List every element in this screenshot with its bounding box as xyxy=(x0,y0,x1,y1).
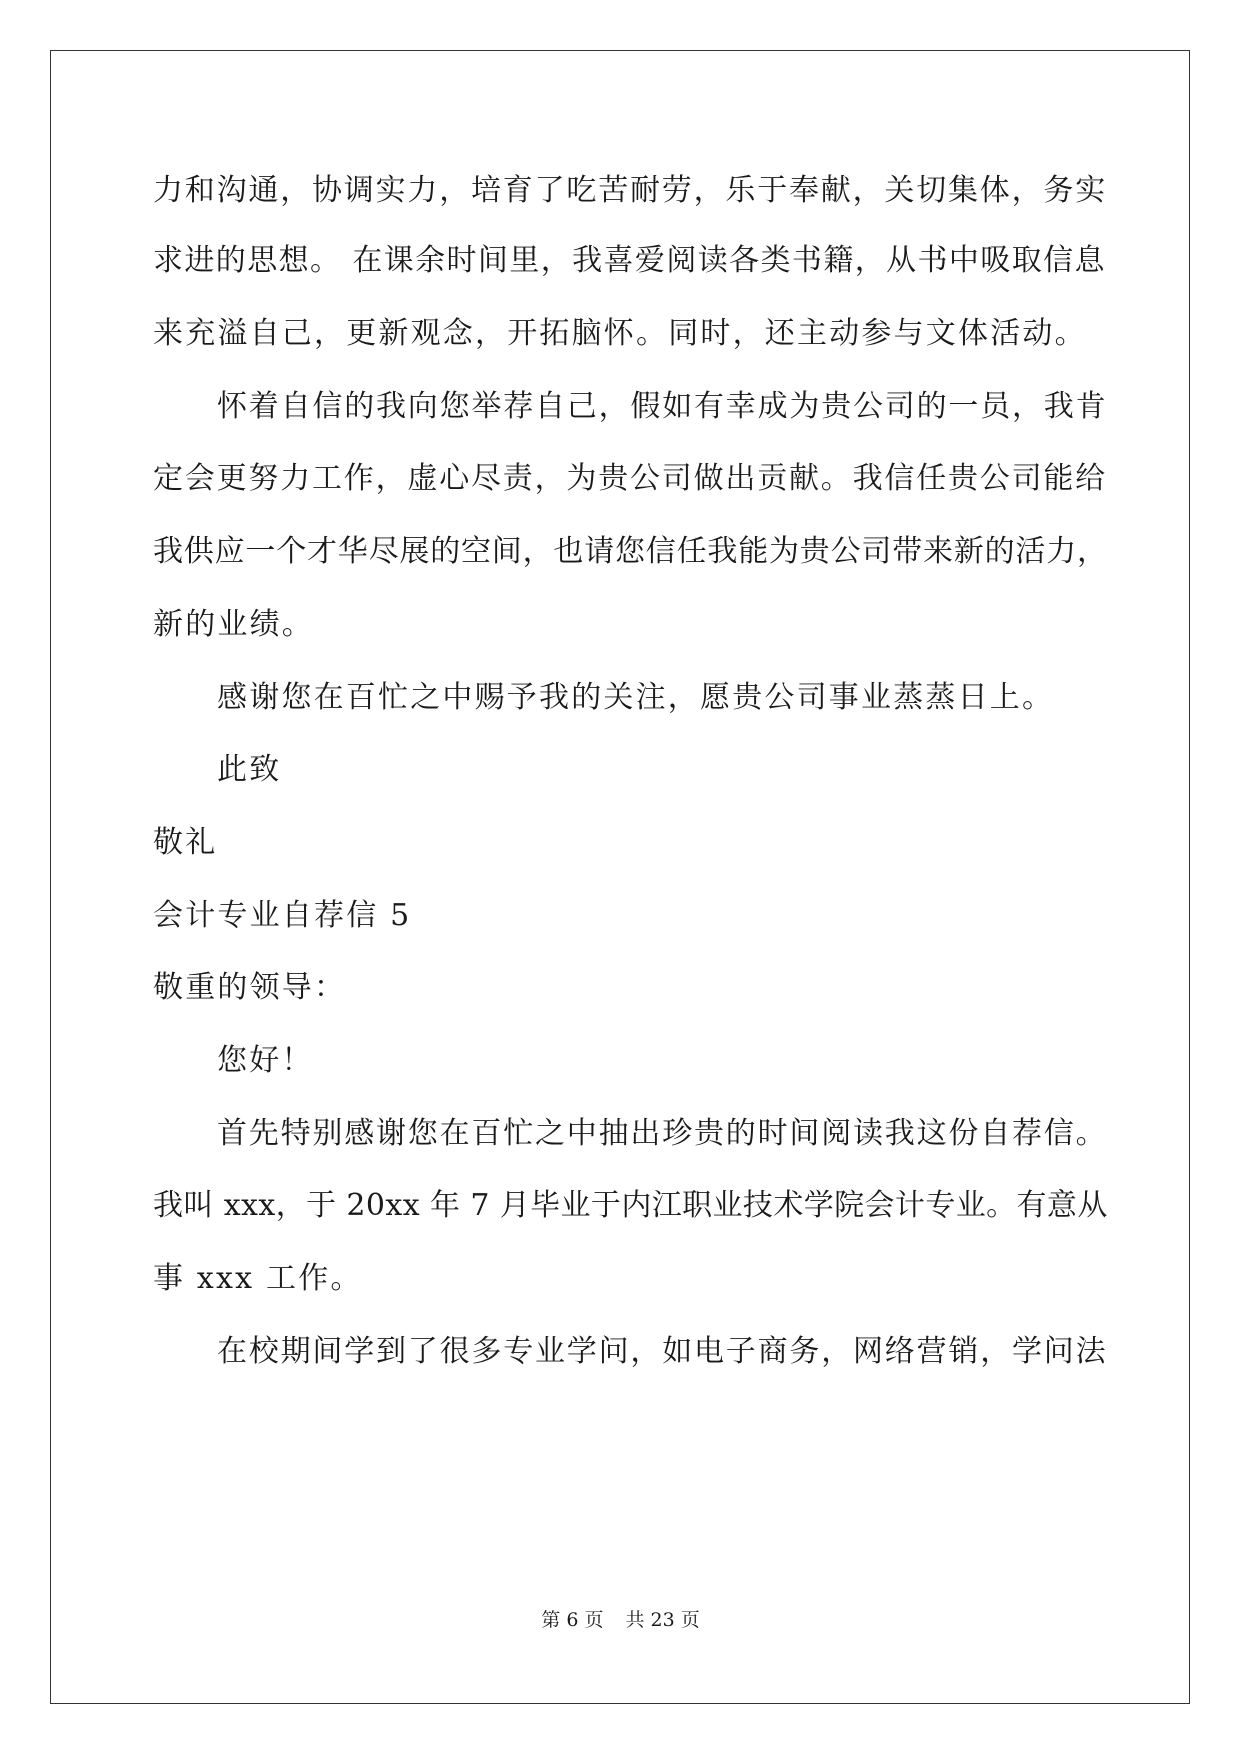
text-line: 力和沟通，协调实力，培育了吃苦耐劳，乐于奉献，关切集体，务实 xyxy=(153,173,1107,208)
page-number: 第 6 页 xyxy=(541,1609,604,1631)
paragraph-start: 在校期间学到了很多专业学问，如电子商务，网络营销，学问法 xyxy=(217,1334,1108,1369)
closing-salutation: 此致 xyxy=(217,752,282,787)
text-line: 来充溢自己，更新观念，开拓脑怀。同时，还主动参与文体活动。 xyxy=(153,316,1087,351)
section-title: 会计专业自荐信 5 xyxy=(153,898,412,933)
paragraph-start: 感谢您在百忙之中赐予我的关注，愿贵公司事业蒸蒸日上。 xyxy=(217,680,1055,715)
page-total: 共 23 页 xyxy=(625,1609,700,1631)
text-line: 求进的思想。 在课余时间里，我喜爱阅读各类书籍，从书中吸取信息 xyxy=(153,243,1106,278)
text-line: 新的业绩。 xyxy=(153,607,314,642)
text-line: 事 xxx 工作。 xyxy=(153,1261,363,1296)
greeting: 敬重的领导： xyxy=(153,970,347,1005)
page-footer xyxy=(0,1608,1241,1632)
text-line: 我叫 xxx，于 20xx 年 7 月毕业于内江职业技术学院会计专业。有意从 xyxy=(153,1188,1108,1223)
text-line: 我供应一个才华尽展的空间，也请您信任我能为贵公司带来新的活力， xyxy=(153,534,1108,569)
greeting-hello: 您好！ xyxy=(217,1043,314,1078)
paragraph-start: 首先特别感谢您在百忙之中抽出珍贵的时间阅读我这份自荐信。 xyxy=(217,1116,1108,1151)
page-border xyxy=(50,50,1190,1704)
closing-regards: 敬礼 xyxy=(153,825,218,860)
text-line: 定会更努力工作，虚心尽责，为贵公司做出贡献。我信任贵公司能给 xyxy=(153,461,1107,496)
paragraph-start: 怀着自信的我向您举荐自己，假如有幸成为贵公司的一员，我肯 xyxy=(217,389,1108,424)
